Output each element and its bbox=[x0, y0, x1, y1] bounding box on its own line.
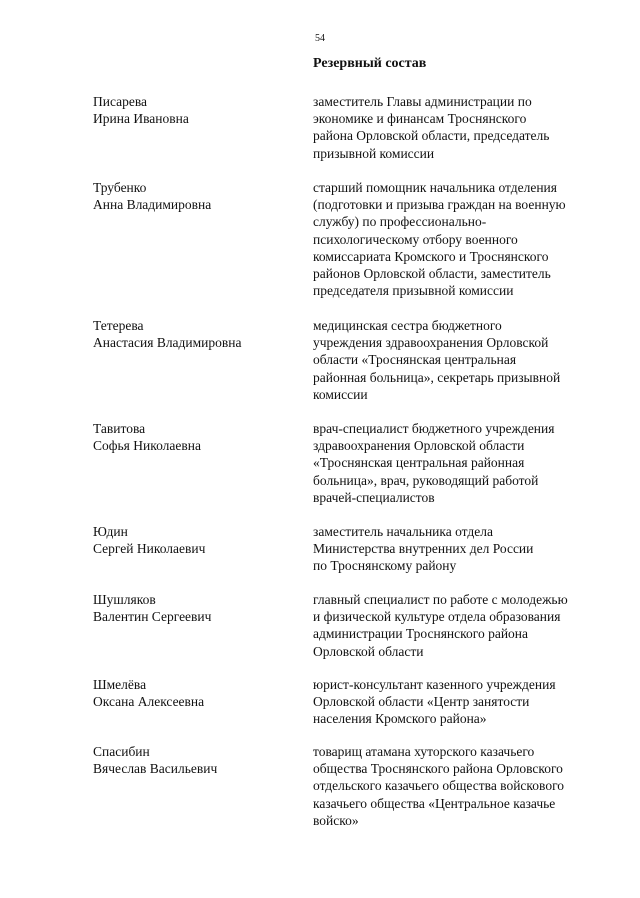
member-name bbox=[93, 591, 293, 625]
member-role: заместитель начальника отдела Министерства внутренних дел России по Троснянскому району bbox=[313, 524, 534, 574]
member-name bbox=[93, 179, 293, 213]
section-heading: Резервный состав bbox=[313, 56, 427, 71]
member-name bbox=[93, 743, 293, 777]
member-surname: Шушляков bbox=[93, 592, 156, 607]
member-role: юрист-консультант казенного учреждения Орловской области «Центр занятости населения Кромского района» bbox=[313, 677, 556, 727]
member-given-name: Софья Николаевна bbox=[93, 438, 201, 454]
member-name bbox=[93, 317, 293, 351]
member-surname: Трубенко bbox=[93, 180, 147, 195]
member-role: врач-специалист бюджетного учреждения здравоохранения Орловской области «Троснянская центральная районная больница», врач, руководящий работой врачей-специалистов bbox=[313, 421, 555, 505]
member-surname: Тавитова bbox=[93, 421, 146, 436]
member-role: товарищ атамана хуторского казачьего общества Троснянского района Орловского отдельского казачьего общества войскового казачьего общества «Центральное казачье войско» bbox=[313, 744, 565, 828]
member-given-name: Валентин Сергеевич bbox=[93, 609, 212, 625]
page-number: 54 bbox=[315, 33, 325, 44]
member-name bbox=[93, 420, 293, 454]
member-name bbox=[93, 523, 293, 557]
member-given-name: Сергей Николаевич bbox=[93, 541, 206, 557]
member-given-name: Оксана Алексеевна bbox=[93, 694, 205, 710]
member-role: медицинская сестра бюджетного учреждения здравоохранения Орловской области «Троснянская центральная районная больница», секретарь призывной комиссии bbox=[313, 318, 561, 402]
member-given-name: Вячеслав Васильевич bbox=[93, 761, 218, 777]
member-surname: Писарева bbox=[93, 94, 148, 109]
member-surname: Тетерева bbox=[93, 318, 144, 333]
member-given-name: Анастасия Владимировна bbox=[93, 335, 242, 351]
member-surname: Спасибин bbox=[93, 744, 150, 759]
member-name bbox=[93, 676, 293, 710]
member-role: главный специалист по работе с молодежью и физической культуре отдела образования администрации Троснянского района Орловской области bbox=[313, 592, 568, 659]
member-given-name: Анна Владимировна bbox=[93, 197, 212, 213]
member-given-name: Ирина Ивановна bbox=[93, 111, 189, 127]
member-role: старший помощник начальника отделения (подготовки и призыва граждан на военную службу) по профессионально- психологическому отбору военного комиссариата Кромского и Троснянского районов Орловской области, заместитель председателя призывной комиссии bbox=[313, 180, 566, 299]
member-surname: Шмелёва bbox=[93, 677, 147, 692]
member-name bbox=[93, 93, 293, 127]
member-surname: Юдин bbox=[93, 524, 128, 539]
member-role: заместитель Главы администрации по экономике и финансам Троснянского района Орловской области, председатель призывной комиссии bbox=[313, 94, 550, 161]
